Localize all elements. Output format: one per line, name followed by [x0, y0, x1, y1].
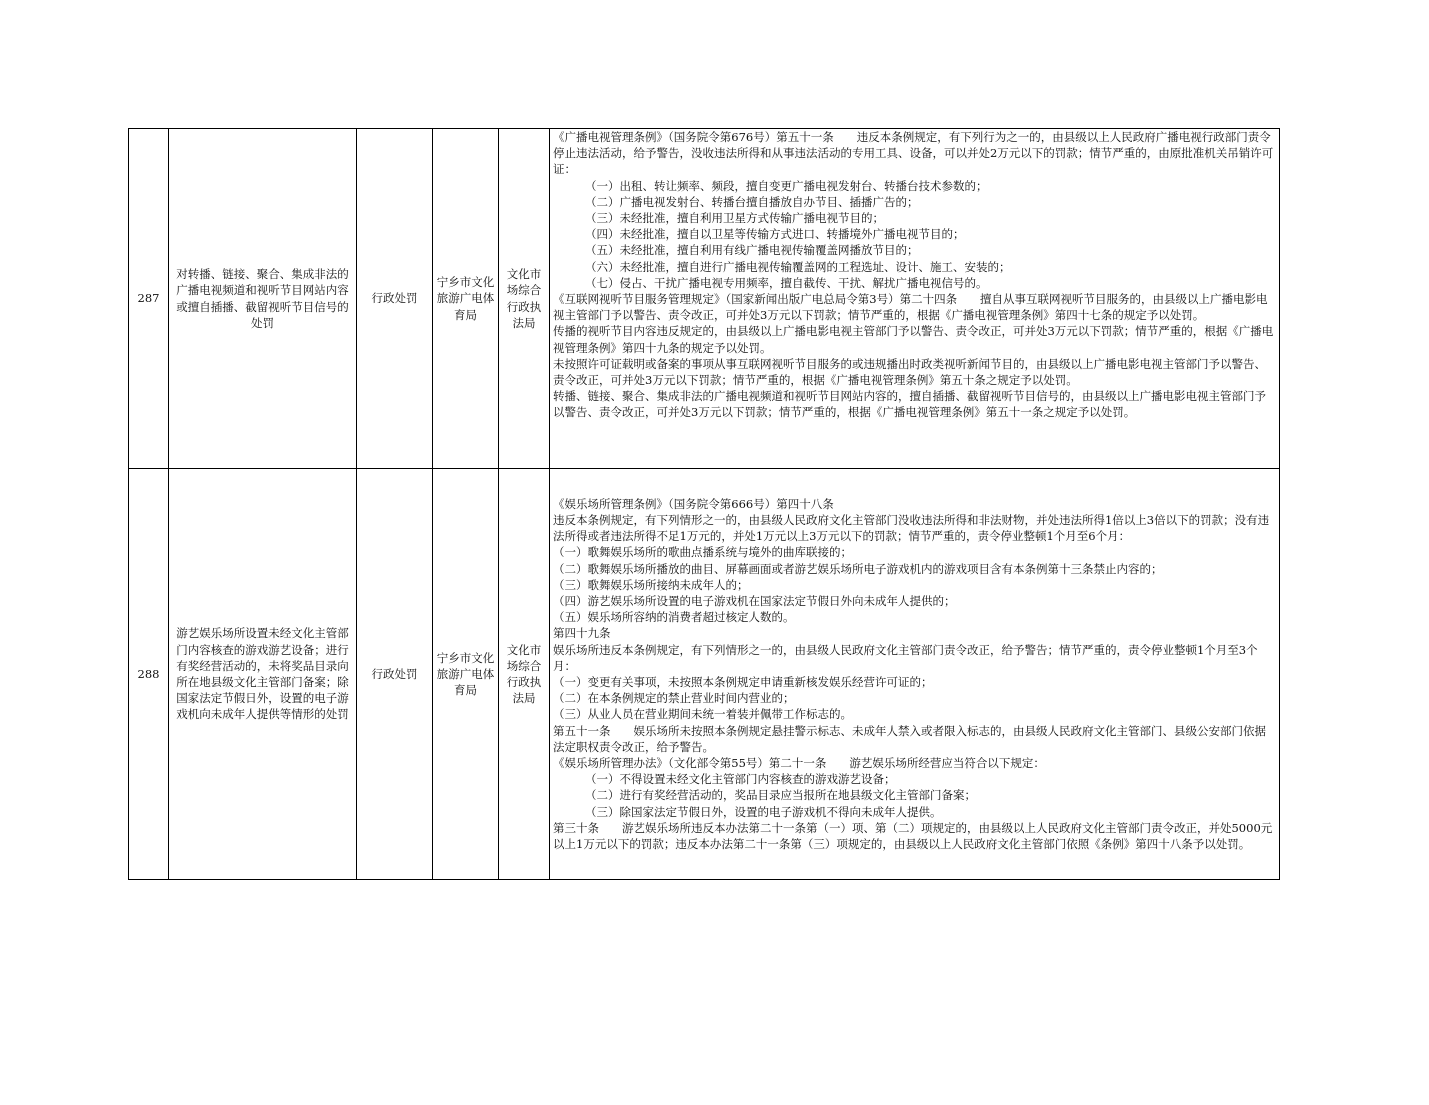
basis-paragraph: 娱乐场所违反本条例规定，有下列情形之一的，由县级人民政府文化主管部门责令改正，给予警告；情节严重的，责令停业整顿1个月至3个月： — [553, 642, 1258, 673]
basis-paragraph: 未按照许可证载明或备案的事项从事互联网视听节目服务的或违规播出时政类视听新闻节目的，由县级以上广播电影电视主管部门予以警告、责令改正，可并处3万元以下罚款；情节严重的，根据《广播电视管理条例》第五十条之规定予以处罚。 — [553, 356, 1266, 388]
basis-clause: （一）歌舞娱乐场所的歌曲点播系统与境外的曲库联接的； — [553, 545, 852, 560]
basis-paragraph: 第四十九条 — [553, 626, 611, 641]
basis-clause: （二）在本条例规定的禁止营业时间内营业的； — [553, 691, 795, 706]
basis-clause: （一）出租、转让频率、频段，擅自变更广播电视发射台、转播台技术参数的； — [585, 178, 988, 193]
basis-clause: （五）娱乐场所容纳的消费者超过核定人数的。 — [553, 610, 795, 625]
row-number-cell: 287 — [129, 129, 169, 469]
basis-clause: （三）除国家法定节假日外，设置的电子游戏机不得向未成年人提供。 — [585, 804, 942, 819]
enforcement-body-cell: 文化市场综合行政执法局 — [499, 129, 550, 469]
basis-clause: （三）从业人员在营业期间未统一着装并佩带工作标志的。 — [553, 707, 852, 722]
basis-clause: （四）未经批准，擅自以卫星等传输方式进口、转播境外广播电视节目的； — [585, 227, 965, 242]
basis-paragraph: 第五十一条 娱乐场所未按照本条例规定悬挂警示标志、未成年人禁入或者限入标志的，由县级人民政府文化主管部门、县级公安部门依据法定职权责令改正，给予警告。 — [553, 723, 1266, 754]
basis-clause: （六）未经批准，擅自进行广播电视传输覆盖网的工程选址、设计、施工、安装的； — [585, 259, 1011, 274]
basis-paragraph: 第三十条 游艺娱乐场所违反本办法第二十一条第（一）项、第（二）项规定的，由县级以上人民政府文化主管部门责令改正，并处5000元以上1万元以下的罚款；违反本办法第二十一条第（三）项规定的，由县级以上人民政府文化主管部门依照《条例》第四十八条予以处罚。 — [553, 820, 1273, 852]
power-type-cell: 行政处罚 — [357, 129, 433, 469]
legal-basis-text — [553, 129, 1276, 468]
basis-paragraph: 《互联网视听节目服务管理规定》（国家新闻出版广电总局令第3号）第二十四条 擅自从事互联网视听节目服务的，由县级以上广播电影电视主管部门予以警告、责令改正，可并处3万元以下罚款；情节严重的，根据《广播电视管理条例》第四十七条的规定予以处罚。 — [553, 292, 1268, 323]
basis-paragraph: 传播的视听节目内容违反规定的，由县级以上广播电影电视主管部门予以警告、责令改正，可并处3万元以下罚款；情节严重的，根据《广播电视管理条例》第四十九条的规定予以处罚。 — [553, 324, 1274, 355]
item-name-cell: 对转播、链接、聚合、集成非法的广播电视频道和视听节目网站内容或擅自插播、截留视听节目信号的处罚 — [169, 129, 357, 469]
item-name-cell: 游艺娱乐场所设置未经文化主管部门内容核查的游戏游艺设备；进行有奖经营活动的，未将奖品目录向所在地县级文化主管部门备案；除国家法定节假日外，设置的电子游戏机向未成年人提供等情形的处罚 — [169, 469, 357, 880]
table-row — [129, 469, 1280, 880]
basis-clause: （一）变更有关事项，未按照本条例规定申请重新核发娱乐经营许可证的； — [553, 675, 933, 689]
basis-clause: （一）不得设置未经文化主管部门内容核查的游戏游艺设备； — [585, 772, 896, 787]
power-type-cell: 行政处罚 — [357, 469, 433, 880]
basis-clause: （三）未经批准，擅自利用卫星方式传输广播电视节目的； — [585, 211, 884, 226]
basis-paragraph: 违反本条例规定，有下列情形之一的，由县级人民政府文化主管部门没收违法所得和非法财物，并处违法所得1倍以上3倍以下的罚款；没有违法所得或者违法所得不足1万元的，并处1万元以上3万元以下的罚款；情节严重的，责令停业整顿1个月至6个月： — [553, 512, 1270, 544]
basis-clause: （二）进行有奖经营活动的，奖品目录应当报所在地县级文化主管部门备案； — [585, 788, 976, 803]
department-cell: 宁乡市文化旅游广电体育局 — [433, 129, 499, 469]
basis-paragraph: 转播、链接、聚合、集成非法的广播电视频道和视听节目网站内容的，擅自插播、截留视听节目信号的，由县级以上广播电影电视主管部门予以警告、责令改正，可并处3万元以下罚款；情节严重的，根据《广播电视管理条例》第五十一条之规定予以处罚。 — [553, 389, 1266, 420]
legal-basis-cell — [550, 129, 1280, 469]
table-row — [129, 129, 1280, 469]
row-number-cell: 288 — [129, 469, 169, 880]
basis-clause: （二）广播电视发射台、转播台擅自播放自办节目、插播广告的； — [585, 194, 919, 209]
basis-clause: （七）侵占、干扰广播电视专用频率，擅自截传、干扰、解扰广播电视信号的。 — [585, 275, 988, 290]
enforcement-body-cell: 文化市场综合行政执法局 — [499, 469, 550, 880]
basis-clause: （五）未经批准，擅自利用有线广播电视传输覆盖网播放节目的； — [585, 243, 919, 258]
basis-paragraph: 《娱乐场所管理条例》（国务院令第666号）第四十八条 — [553, 496, 834, 511]
basis-clause: （四）游艺娱乐场所设置的电子游戏机在国家法定节假日外向未成年人提供的； — [553, 593, 956, 608]
basis-paragraph: 《广播电视管理条例》（国务院令第676号）第五十一条 违反本条例规定，有下列行为之一的，由县级以上人民政府广播电视行政部门责令停止违法活动，给予警告，没收违法所得和从事违法活动的专用工具、设备，可以并处2万元以下的罚款；情节严重的，由原批准机关吊销许可证： — [553, 130, 1274, 177]
legal-basis-cell — [550, 469, 1280, 880]
basis-paragraph: 《娱乐场所管理办法》（文化部令第55号）第二十一条 游艺娱乐场所经营应当符合以下规定： — [553, 756, 1045, 771]
basis-clause: （二）歌舞娱乐场所播放的曲目、屏幕画面或者游艺娱乐场所电子游戏机内的游戏项目含有本条例第十三条禁止内容的； — [553, 561, 1163, 576]
legal-basis-text — [553, 496, 1276, 852]
penalty-table — [128, 128, 1280, 880]
basis-clause: （三）歌舞娱乐场所接纳未成年人的； — [553, 577, 749, 592]
department-cell: 宁乡市文化旅游广电体育局 — [433, 469, 499, 880]
